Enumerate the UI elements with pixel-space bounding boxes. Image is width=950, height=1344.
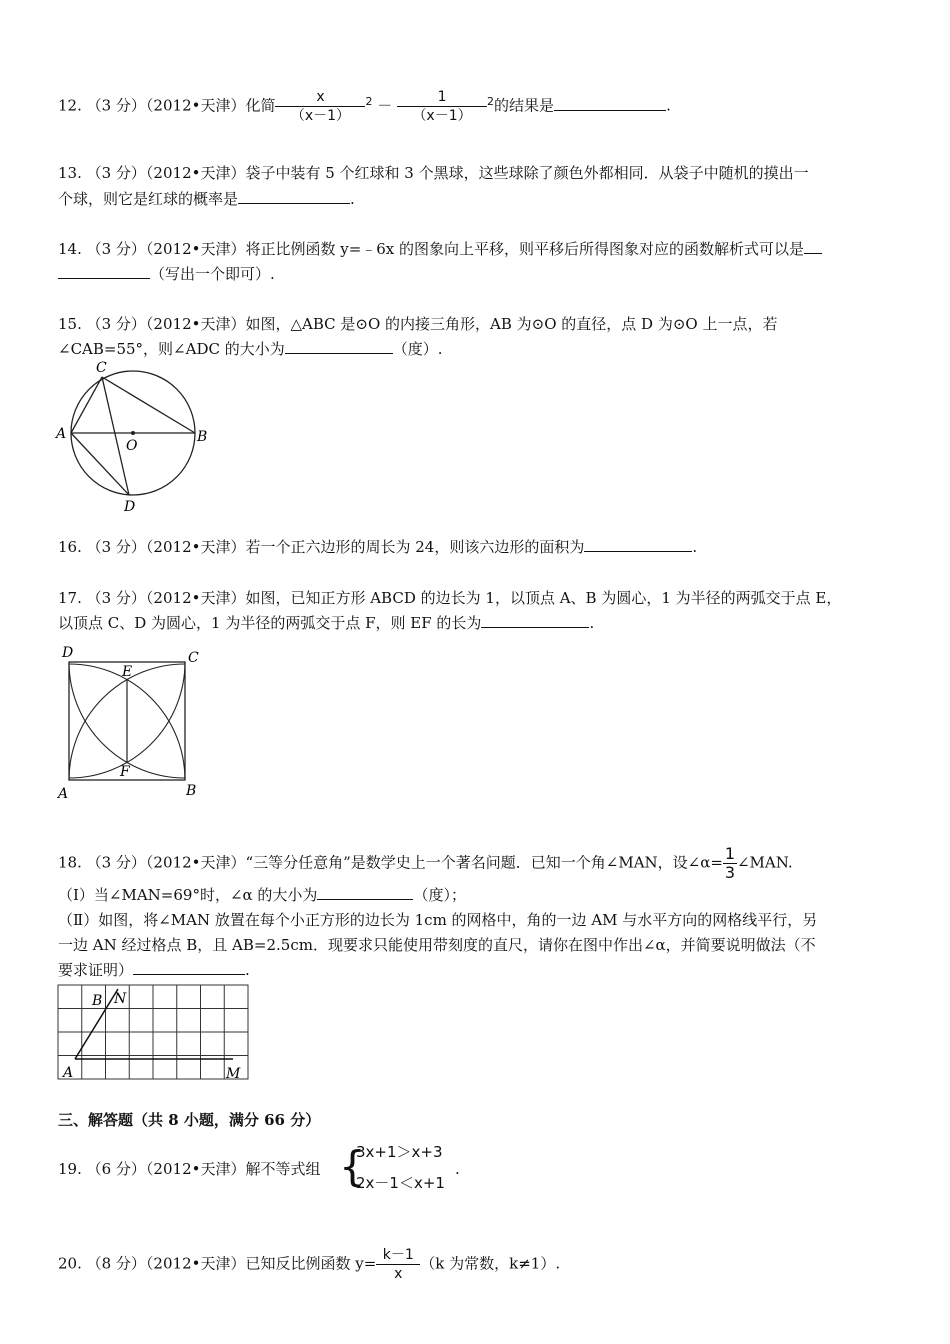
q19-inequality-2: 2x－1＜x+1 — [356, 1174, 445, 1192]
question-18-part-2-line-1: （Ⅱ）如图，将∠MAN 放置在每个小正方形的边长为 1cm 的网格中，角的一边 AM 与水平方向的网格线平行，另 — [58, 911, 818, 929]
q18-end: . — [245, 961, 250, 979]
question-17-line-1: 17. （3 分）（2012•天津）如图，已知正方形 ABCD 的边长为 1，以顶点 A、B 为圆心，1 为半径的两弧交于点 E， — [58, 589, 842, 607]
q20-text: 20. （8 分）（2012•天津）已知反比例函数 y= — [58, 1254, 377, 1273]
question-18-line-1 — [58, 845, 793, 882]
question-13-line-1: 13. （3 分）（2012•天津）袋子中装有 5 个红球和 3 个黑球，这些球除了颜色外都相同．从袋子中随机的摸出一 — [58, 164, 809, 182]
question-19 — [58, 1159, 320, 1179]
q12-suffix: 的结果是 — [494, 96, 555, 115]
q15-label-b: B — [197, 429, 208, 445]
question-18-part-1 — [58, 885, 466, 905]
question-20 — [58, 1246, 560, 1283]
q12-fraction-2 — [397, 88, 487, 125]
q17-line2-text: 以顶点 C、D 为圆心，1 为半径的两弧交于点 F，则 EF 的长为 — [58, 614, 482, 632]
q14-line1-text: 14. （3 分）（2012•天津）将正比例函数 y=﹣6x 的图象向上平移，则平移后所得图象对应的函数解析式可以是 — [58, 240, 805, 258]
question-12 — [58, 88, 671, 125]
q15-circle-figure — [50, 356, 220, 516]
q18-part1-answer-blank[interactable] — [317, 885, 413, 900]
question-16 — [58, 537, 697, 557]
section-3-title: 三、解答题（共 8 小题，满分 66 分） — [58, 1111, 321, 1129]
q14-line2-text: （写出一个即可）. — [150, 265, 275, 283]
q12-frac1-denominator: （x－1） — [290, 108, 351, 124]
q18-line1-suffix: ∠MAN. — [736, 853, 793, 872]
q18-label-n: N — [114, 991, 127, 1007]
q13-end: . — [350, 190, 355, 208]
q12-prefix: 12. （3 分）（2012•天津）化简 — [58, 96, 276, 115]
q15-label-d: D — [124, 499, 136, 515]
q19-brace: { — [339, 1142, 366, 1191]
q18-frac-numerator: 1 — [724, 844, 736, 863]
q13-answer-blank[interactable] — [238, 189, 350, 204]
q17-label-f: F — [120, 764, 130, 780]
question-13-line-2 — [58, 189, 355, 209]
q12-fraction-1 — [275, 88, 365, 125]
question-18-part-2-line-2: 一边 AN 经过格点 B，且 AB=2.5cm．现要求只能使用带刻度的直尺，请你在图中作出∠α，并简要说明做法（不 — [58, 936, 816, 954]
q15-line2-text: ∠CAB=55°，则∠ADC 的大小为 — [58, 340, 285, 358]
question-15-line-1: 15. （3 分）（2012•天津）如图，△ABC 是⊙O 的内接三角形，AB 为⊙O 的直径，点 D 为⊙O 上一点，若 — [58, 315, 778, 333]
q18-part1-suffix: （度）； — [413, 886, 466, 904]
q12-frac1-numerator: x — [316, 89, 325, 105]
q20-suffix: （k 为常数，k≠1）. — [420, 1254, 561, 1273]
q20-fraction — [376, 1246, 420, 1283]
q14-answer-blank-part2[interactable] — [58, 264, 150, 279]
q12-exponent-2: 2 — [487, 94, 495, 108]
q17-label-e: E — [122, 664, 133, 680]
q12-answer-blank[interactable] — [554, 96, 666, 111]
q18-part2-line3-text: 要求证明） — [58, 961, 134, 979]
q12-end: . — [666, 96, 671, 115]
q16-text: 16. （3 分）（2012•天津）若一个正六边形的周长为 24，则该六边形的面积为 — [58, 538, 585, 556]
q17-answer-blank[interactable] — [481, 613, 589, 628]
q18-label-a: A — [63, 1065, 74, 1081]
q12-frac2-numerator: 1 — [437, 89, 447, 105]
q17-label-c: C — [188, 650, 199, 666]
q13-line2-text: 个球，则它是红球的概率是 — [58, 190, 239, 208]
q17-label-a: A — [58, 786, 69, 802]
q15-line2-suffix: （度）. — [392, 340, 443, 358]
q17-label-b: B — [186, 783, 197, 799]
q12-frac2-denominator: （x－1） — [412, 108, 472, 124]
q14-answer-blank-part1[interactable] — [804, 239, 822, 254]
q17-label-d: D — [62, 645, 74, 661]
q16-answer-blank[interactable] — [584, 537, 692, 552]
question-17-line-2 — [58, 613, 594, 633]
question-18-part-2-line-3 — [58, 960, 250, 980]
q18-part1-text: （Ⅰ）当∠MAN=69°时，∠α 的大小为 — [58, 886, 318, 904]
q19-text: 19. （6 分）（2012•天津）解不等式组 — [58, 1160, 321, 1178]
q15-label-a: A — [56, 426, 67, 442]
q18-frac-denominator: 3 — [724, 863, 736, 882]
q15-answer-blank[interactable] — [285, 339, 393, 354]
q17-square-figure — [52, 640, 212, 805]
q18-part2-answer-blank[interactable] — [133, 960, 245, 975]
q18-line1-text: 18. （3 分）（2012•天津）“三等分任意角”是数学史上一个著名问题．已知一个角∠MAN，设∠α= — [58, 853, 723, 872]
q16-end: . — [692, 538, 698, 556]
q19-end: . — [455, 1160, 460, 1178]
q17-end: . — [589, 614, 595, 632]
q20-frac-denominator: x — [394, 1266, 403, 1282]
question-14-line-1 — [58, 239, 822, 259]
q19-inequality-1: 3x+1＞x+3 — [356, 1143, 443, 1161]
q18-fraction — [723, 845, 737, 882]
q12-exponent-1: 2 — [365, 94, 373, 108]
q18-label-b: B — [92, 993, 103, 1009]
q20-frac-numerator: k－1 — [382, 1247, 414, 1263]
q15-label-c: C — [96, 360, 107, 376]
q18-label-m: M — [226, 1066, 241, 1082]
q15-label-o: O — [126, 438, 138, 454]
q12-minus: － — [377, 96, 393, 115]
question-14-line-2 — [58, 264, 275, 284]
q18-grid-figure — [56, 983, 252, 1083]
